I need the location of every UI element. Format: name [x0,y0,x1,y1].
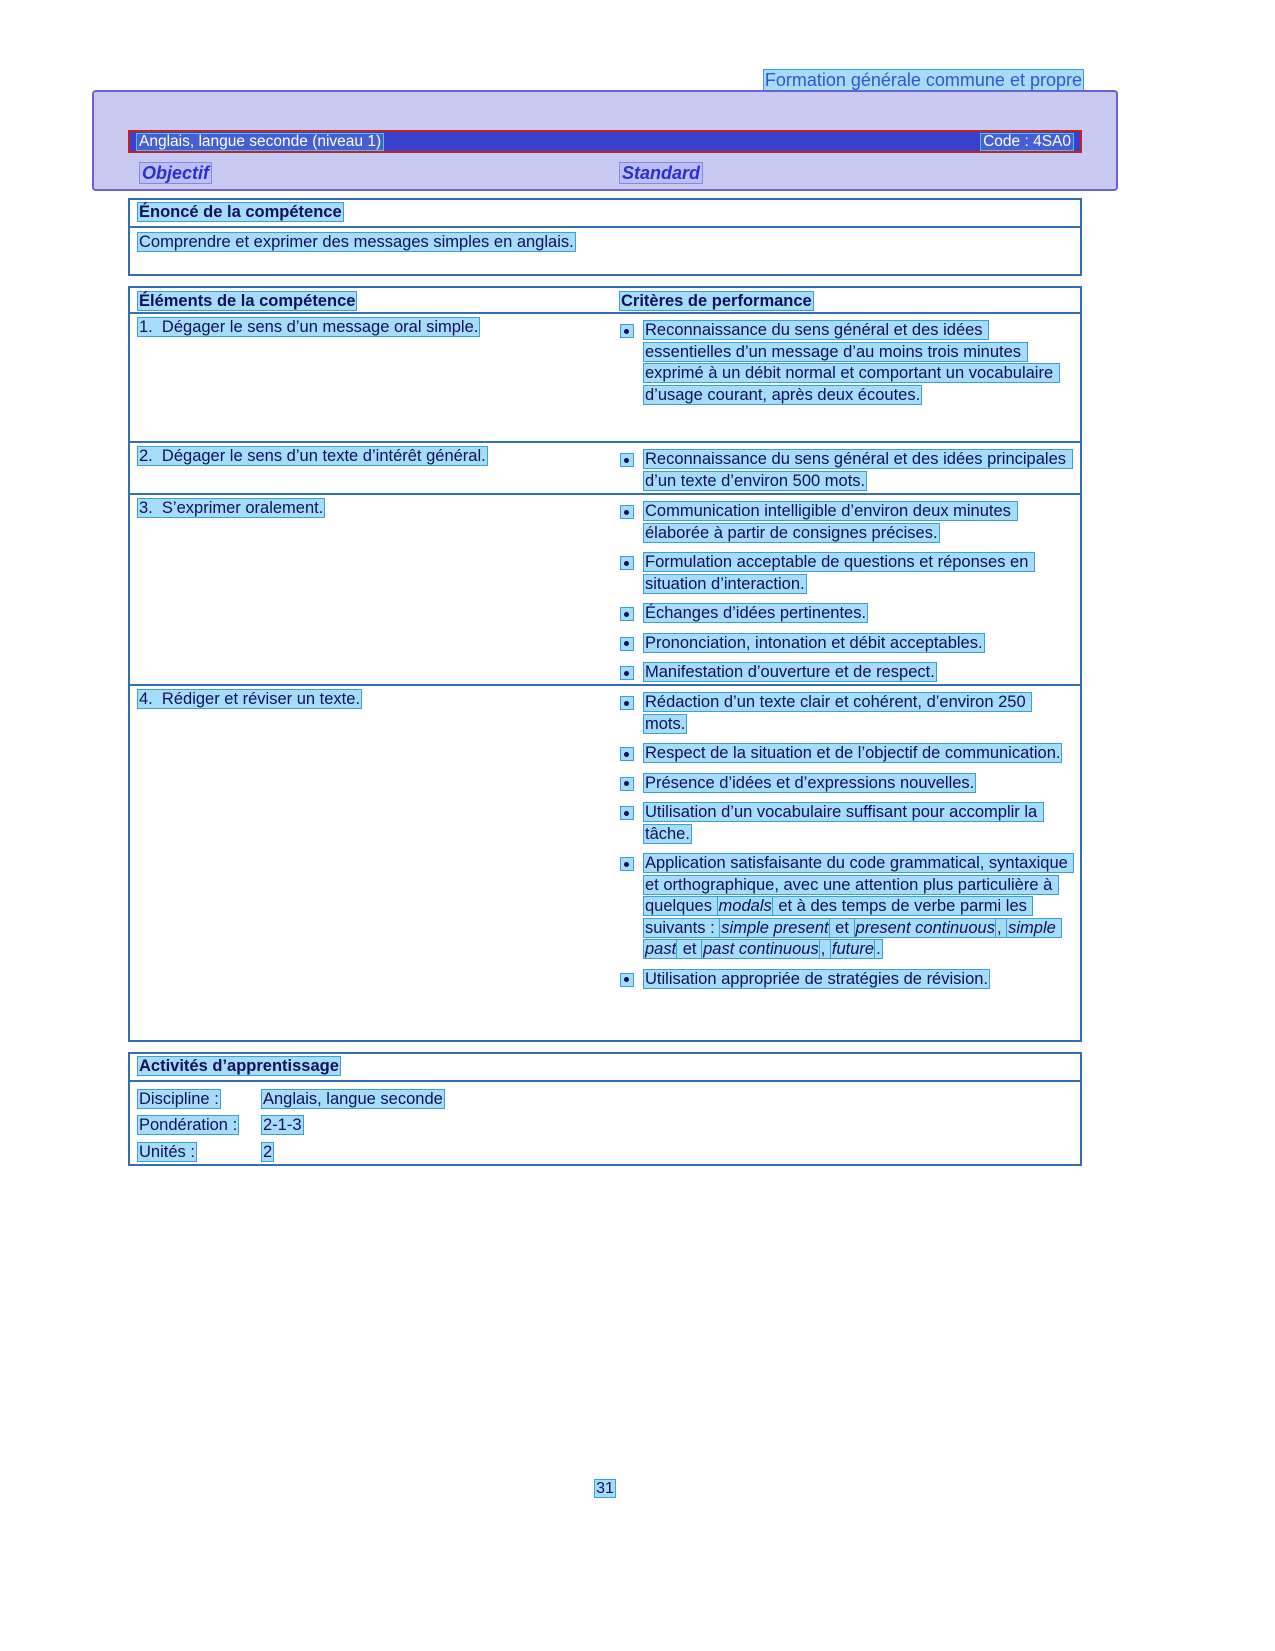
enonce-header: Énoncé de la compétence [130,200,1080,228]
bullet-icon [621,667,633,679]
criteria-bullet [620,773,1080,795]
criteria-text: Présence d’idées et d’expressions nouvelles. [644,773,975,792]
criteria-text: Formulation acceptable de questions et réponses en situation d’interaction. [644,553,1033,593]
element-cell: 2. Dégager le sens d’un texte d’intérêt général. [139,447,486,465]
activity-row [138,1089,1072,1111]
criteria-cell [612,495,1080,684]
criteria-cell [612,443,1080,493]
enonce-body: Comprendre et exprimer des messages simples en anglais. [139,232,574,251]
criteria-bullet [620,802,1080,845]
course-code-bar [128,130,1082,153]
criteria-bullet [620,969,1080,991]
criteria-bullet [620,449,1080,492]
activities-header: Activités d’apprentissage [130,1054,1080,1082]
bullet-icon [621,974,633,986]
activity-value: 2-1-3 [263,1116,302,1134]
bullet-icon [621,778,633,790]
competency-row [130,312,1080,441]
element-cell: 3. S’exprimer oralement. [139,499,324,517]
criteria-text: Prononciation, intonation et débit acceptables. [644,633,983,652]
activity-label: Discipline : [139,1089,219,1108]
criteria-bullet [620,743,1080,765]
criteria-bullet [620,853,1080,961]
bullet-icon [621,858,633,870]
activities-table [128,1052,1082,1166]
bullet-icon [621,506,633,518]
criteria-text: Reconnaissance du sens général et des idées principales d’un texte d’environ 500 mots. [644,450,1071,490]
criteria-text: Reconnaissance du sens général et des idées essentielles d’un message d’au moins trois minutes exprimé à un débit normal et comportant un vocabulaire d’usage courant, après deux écoutes. [644,321,1058,404]
element-cell: 1. Dégager le sens d’un message oral simple. [139,318,479,336]
title-box [92,90,1118,191]
criteria-bullet [620,552,1080,595]
bullet-icon [621,697,633,709]
criteria-text: Manifestation d’ouverture et de respect. [644,663,935,681]
activity-label: Pondération : [139,1116,238,1134]
col-header-elements: Éléments de la compétence [139,292,356,310]
bullet-icon [621,638,633,650]
objectif-label: Objectif [142,163,210,183]
standard-label: Standard [622,163,701,183]
activity-row [138,1115,1072,1137]
enonce-table [128,198,1082,276]
criteria-text: Utilisation appropriée de stratégies de révision. [644,969,989,988]
course-code: Code : 4SA0 [983,132,1071,150]
activity-row [138,1142,1072,1164]
criteria-bullet [620,603,1080,625]
criteria-text: Rédaction d’un texte clair et cohérent, d’environ 250 mots. [644,693,1031,733]
bullet-icon [621,608,633,620]
competency-row [130,441,1080,493]
competency-table-header [130,288,1080,312]
activity-value: Anglais, langue seconde [263,1089,443,1108]
criteria-bullet [620,662,1080,684]
criteria-text: Application satisfaisante du code grammatical, syntaxique et orthographique, avec une attention plus particulière à quelques modals et à des temps de verbe parmi les suivants : simple present et present continuous , simple past et past continuous , future . [644,854,1073,958]
criteria-bullet [620,320,1080,406]
course-title: Anglais, langue seconde (niveau 1) [139,132,382,150]
element-cell: 4. Rédiger et réviser un texte. [139,690,361,708]
criteria-bullet [620,501,1080,544]
bullet-icon [621,325,633,337]
bullet-icon [621,557,633,569]
activities-body [130,1082,1080,1171]
header-note [764,69,1083,91]
bullet-icon [621,807,633,819]
criteria-text: Utilisation d’un vocabulaire suffisant pour accomplir la tâche. [644,803,1042,843]
bullet-icon [621,748,633,760]
competency-row [130,493,1080,684]
bullet-icon [621,454,633,466]
competency-row [130,684,1080,1036]
activity-value: 2 [263,1142,273,1161]
criteria-text: Communication intelligible d’environ deux minutes élaborée à partir de consignes précises. [644,502,1016,542]
criteria-cell [612,686,1080,1036]
competency-table [128,286,1082,1042]
criteria-cell [612,314,1080,441]
page-number: 31 [596,1480,614,1497]
col-header-criteria: Critères de performance [620,292,812,310]
criteria-text: Échanges d’idées pertinentes. [644,604,867,622]
criteria-bullet [620,633,1080,655]
header-note-text: Formation générale commune et propre [764,70,1082,90]
criteria-bullet [620,692,1080,735]
criteria-text: Respect de la situation et de l’objectif de communication. [644,744,1061,762]
activity-label: Unités : [139,1142,195,1161]
